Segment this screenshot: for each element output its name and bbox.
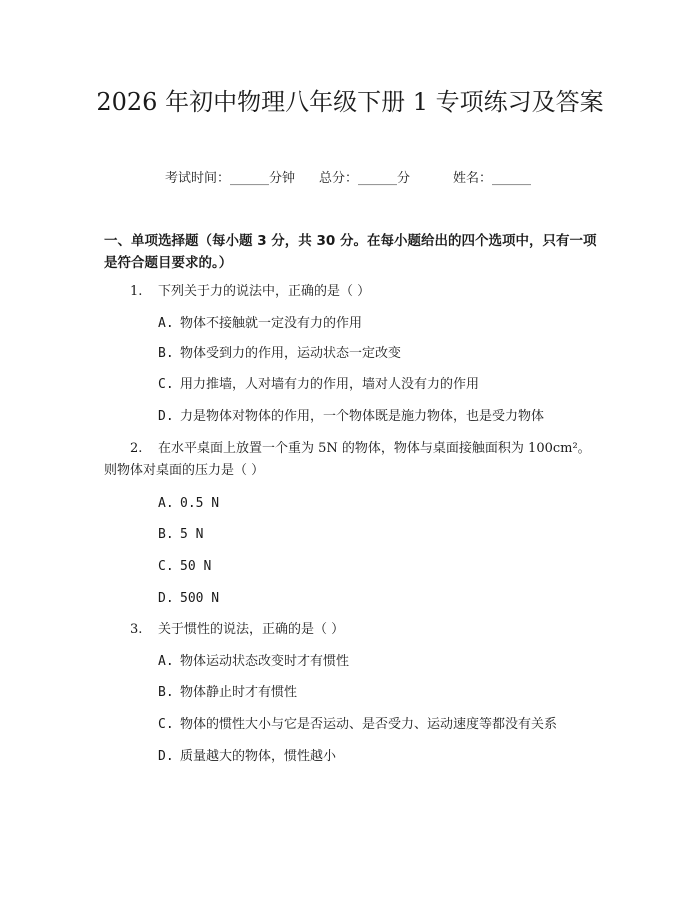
exam-time-field: 考试时间：______分钟: [165, 171, 296, 186]
option-d[interactable]: [158, 748, 336, 766]
option-letter: B.: [158, 685, 174, 700]
option-a[interactable]: [158, 653, 349, 671]
option-d[interactable]: [158, 590, 219, 608]
option-letter: D.: [158, 749, 174, 764]
question-text-line-1: 在水平桌面上放置一个重为 5N 的物体，物体与桌面接触面积为 100cm²。: [158, 441, 591, 456]
question-number: 2.: [130, 441, 143, 456]
question-text-line-2: 则物体对桌面的压力是（ ）: [104, 463, 265, 478]
section-heading: 一、单项选择题（每小题 3 分，共 30 分。在每小题给出的四个选项中，只有一项是符合题目要求的。）: [104, 233, 597, 271]
option-d[interactable]: [158, 408, 544, 426]
question-text: 下列关于力的说法中，正确的是（ ）: [158, 284, 371, 299]
option-text: 0.5 N: [180, 496, 220, 511]
option-letter: D.: [158, 591, 174, 606]
option-letter: B.: [158, 527, 174, 542]
option-c[interactable]: [158, 716, 557, 734]
page-title: 2026 年初中物理八年级下册 1 专项练习及答案: [96, 88, 604, 116]
option-b[interactable]: [158, 684, 297, 702]
option-b[interactable]: [158, 526, 203, 544]
name-field: 姓名：______: [453, 171, 532, 186]
option-letter: C.: [158, 559, 174, 574]
option-a[interactable]: [158, 495, 219, 513]
option-letter: C.: [158, 377, 174, 392]
option-text: 500 N: [180, 591, 220, 606]
question-text: 关于惯性的说法，正确的是（ ）: [158, 622, 345, 637]
option-letter: A.: [158, 654, 174, 669]
option-text: 物体受到力的作用，运动状态一定改变: [180, 346, 402, 361]
option-letter: D.: [158, 409, 174, 424]
option-text: 用力推墙，人对墙有力的作用，墙对人没有力的作用: [180, 377, 480, 392]
option-text: 力是物体对物体的作用，一个物体既是施力物体，也是受力物体: [180, 409, 545, 424]
option-text: 50 N: [180, 559, 212, 574]
option-c[interactable]: [158, 376, 479, 394]
option-text: 物体运动状态改变时才有惯性: [180, 654, 350, 669]
option-letter: C.: [158, 717, 174, 732]
option-text: 物体的惯性大小与它是否运动、是否受力、运动速度等都没有关系: [180, 717, 558, 732]
question-number: 3.: [130, 622, 143, 637]
option-text: 5 N: [180, 527, 204, 542]
total-score-field: 总分：______分: [319, 171, 411, 186]
option-a[interactable]: [158, 315, 362, 333]
option-b[interactable]: [158, 345, 401, 363]
option-text: 物体不接触就一定没有力的作用: [180, 316, 363, 331]
option-c[interactable]: [158, 558, 211, 576]
option-letter: A.: [158, 496, 174, 511]
option-letter: A.: [158, 316, 174, 331]
option-text: 质量越大的物体，惯性越小: [180, 749, 337, 764]
question-number: 1.: [130, 284, 143, 299]
option-letter: B.: [158, 346, 174, 361]
option-text: 物体静止时才有惯性: [180, 685, 298, 700]
